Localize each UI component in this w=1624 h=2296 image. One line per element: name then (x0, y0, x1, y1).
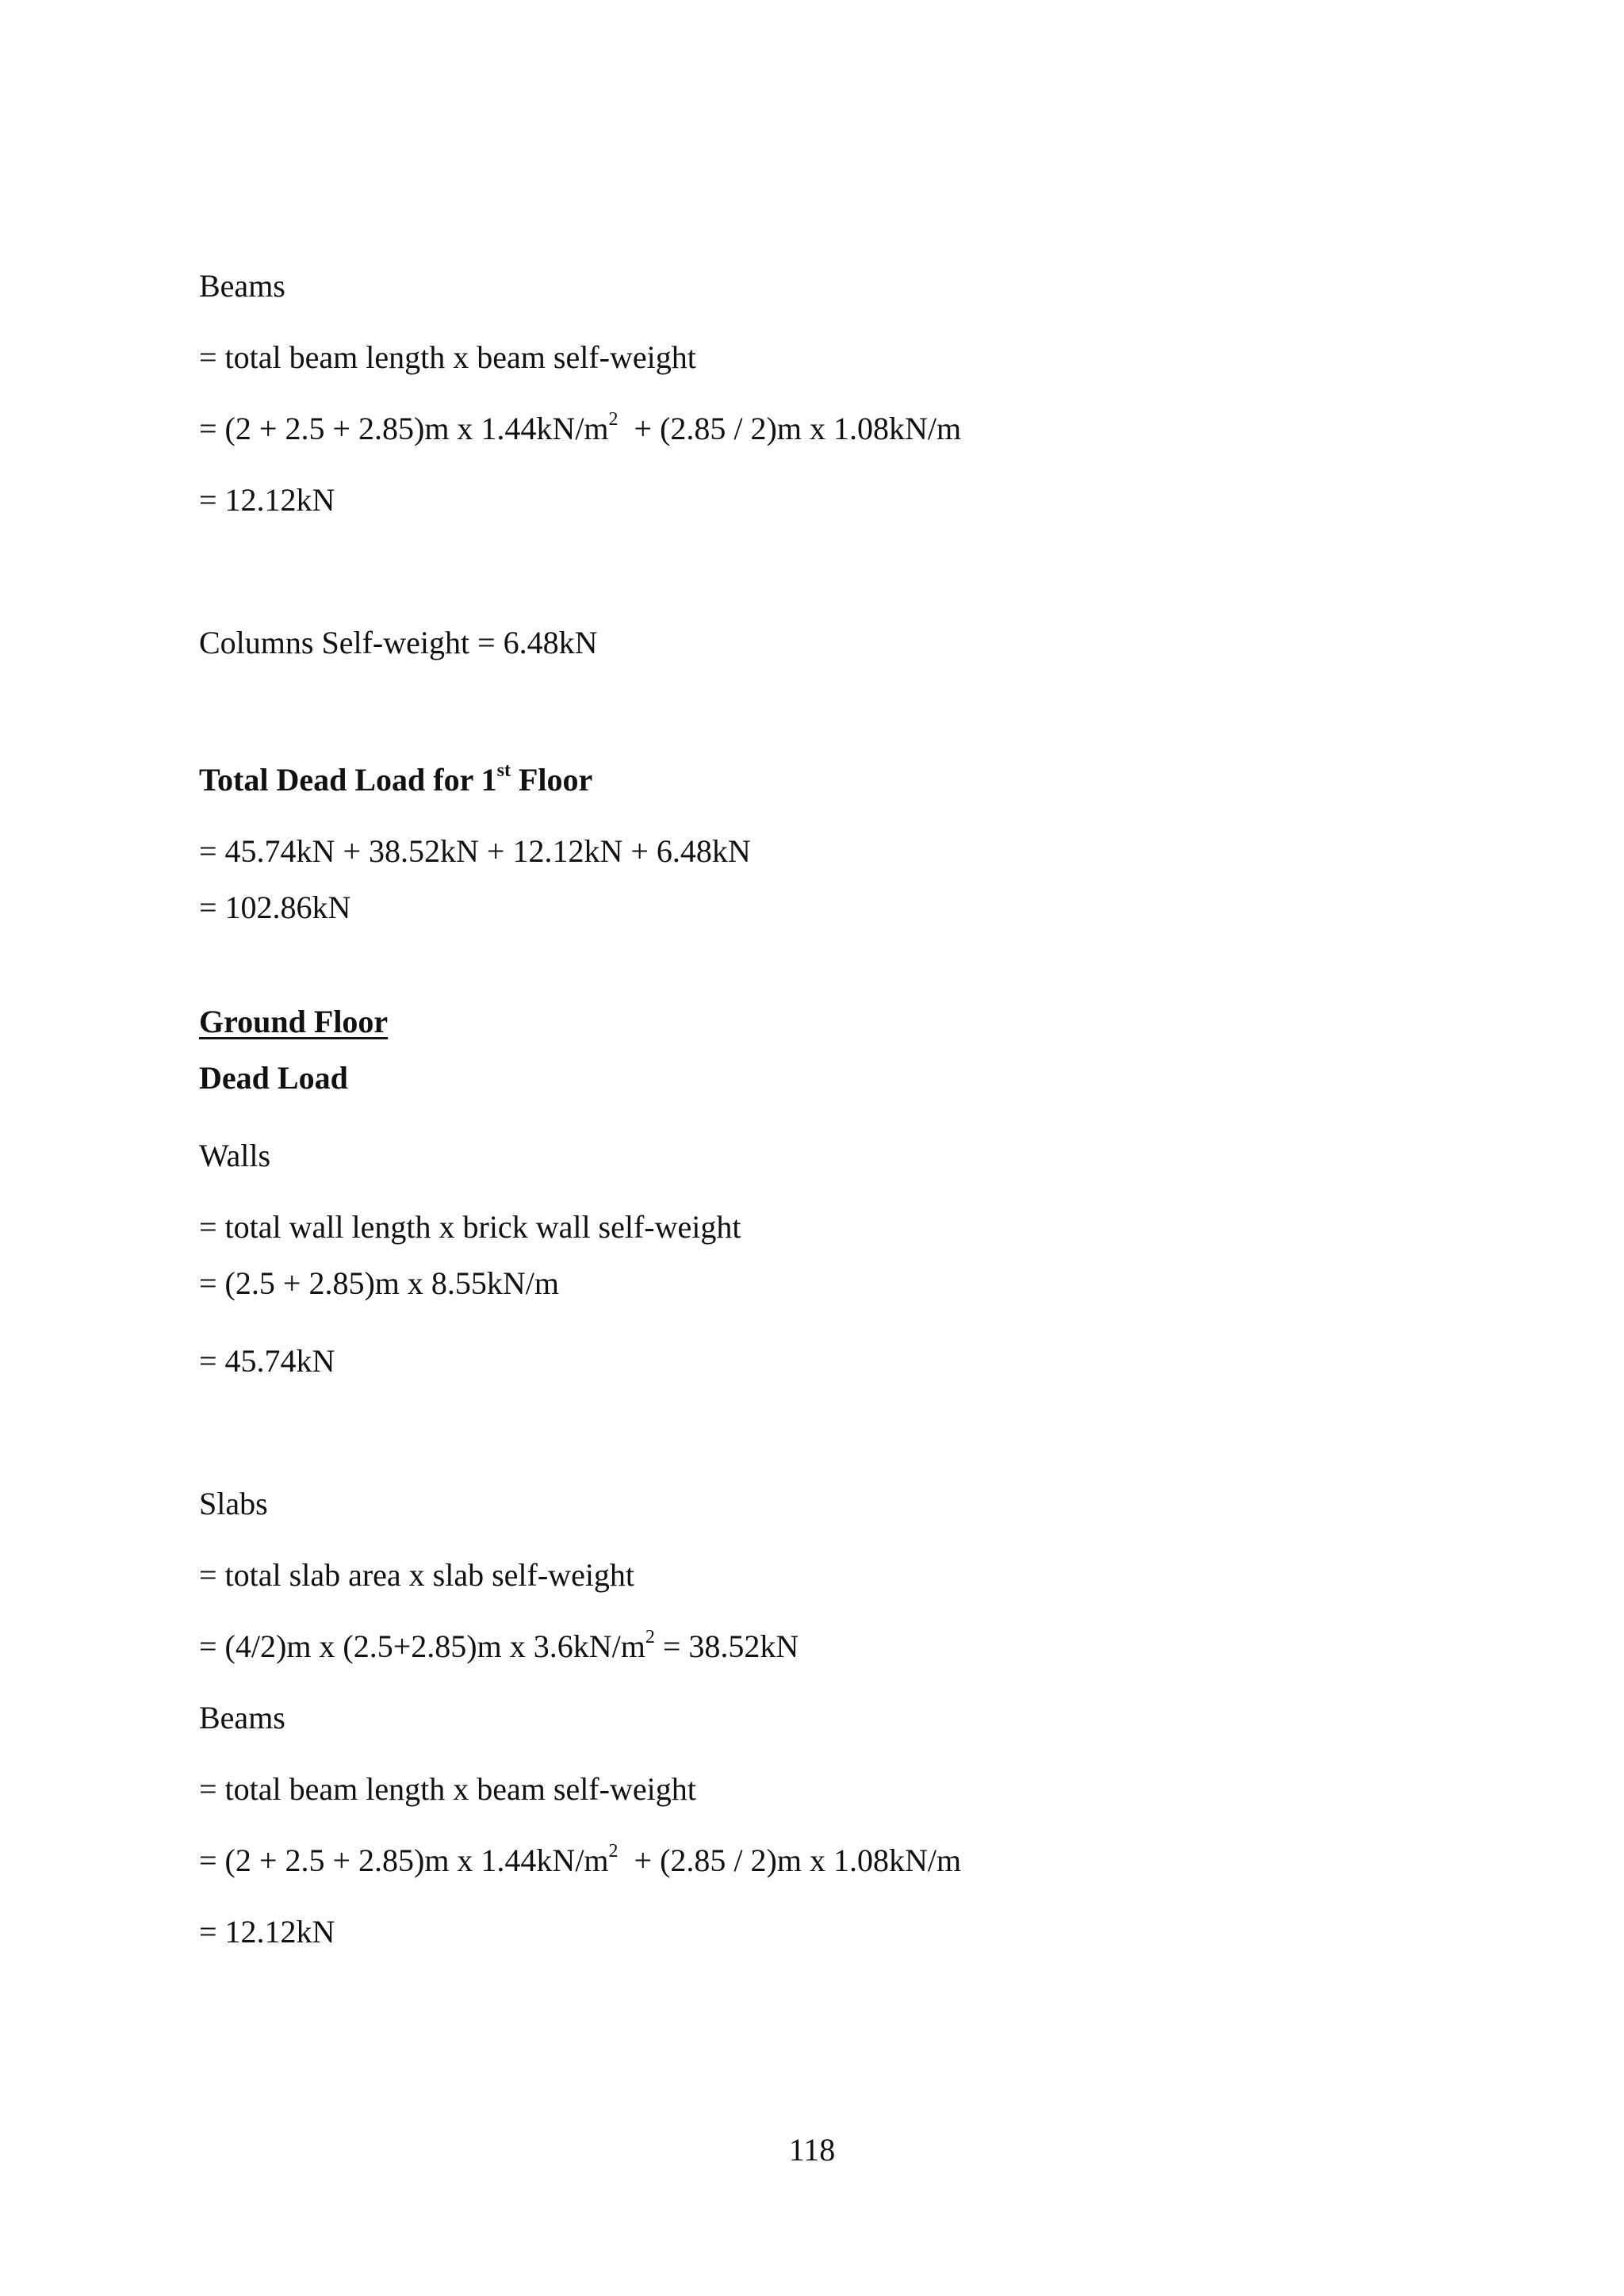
walls-calculation-line: = (2.5 + 2.85)m x 8.55kN/m (199, 1265, 559, 1301)
beams-calc-part1: = (2 + 2.5 + 2.85)m x 1.44kN/m (199, 411, 609, 446)
slabs-calc-superscript: 2 (645, 1626, 655, 1647)
slabs-calc-part2: = 38.52kN (654, 1628, 799, 1664)
beams-formula-line: = total beam length x beam self-weight (199, 339, 696, 375)
total-dead-load-result: = 102.86kN (199, 890, 351, 925)
page-number: 118 (788, 2132, 836, 2168)
ground-beams-formula-line: = total beam length x beam self-weight (199, 1771, 696, 1807)
total-heading-superscript: st (496, 760, 511, 781)
beams-calc-superscript: 2 (608, 408, 619, 430)
ground-floor-heading: Ground Floor (199, 1004, 389, 1039)
walls-result: = 45.74kN (199, 1343, 335, 1379)
walls-heading: Walls (199, 1138, 271, 1173)
slabs-formula-line: = total slab area x slab self-weight (199, 1557, 635, 1593)
columns-self-weight: Columns Self-weight = 6.48kN (199, 625, 598, 660)
walls-formula-line: = total wall length x brick wall self-weight (199, 1209, 741, 1245)
beams-calc-part2: + (2.85 / 2)m x 1.08kN/m (618, 411, 962, 446)
beams-heading: Beams (199, 268, 285, 304)
ground-beams-result: = 12.12kN (199, 1914, 335, 1950)
ground-beams-calculation-line (199, 1842, 961, 1880)
beams-calculation-line (199, 410, 961, 448)
total-dead-load-heading (199, 761, 592, 799)
ground-beams-calc-part1: = (2 + 2.5 + 2.85)m x 1.44kN/m (199, 1843, 609, 1878)
ground-beams-calc-superscript: 2 (608, 1840, 619, 1862)
total-dead-load-sum: = 45.74kN + 38.52kN + 12.12kN + 6.48kN (199, 833, 751, 869)
total-heading-part2: Floor (510, 762, 593, 798)
ground-beams-heading: Beams (199, 1700, 285, 1735)
slabs-heading: Slabs (199, 1486, 268, 1521)
ground-beams-calc-part2: + (2.85 / 2)m x 1.08kN/m (618, 1843, 962, 1878)
dead-load-subheading: Dead Load (199, 1060, 348, 1096)
slabs-calculation-line (199, 1628, 799, 1666)
slabs-calc-part1: = (4/2)m x (2.5+2.85)m x 3.6kN/m (199, 1628, 645, 1664)
beams-result: = 12.12kN (199, 482, 335, 518)
total-heading-part1: Total Dead Load for 1 (199, 762, 497, 798)
